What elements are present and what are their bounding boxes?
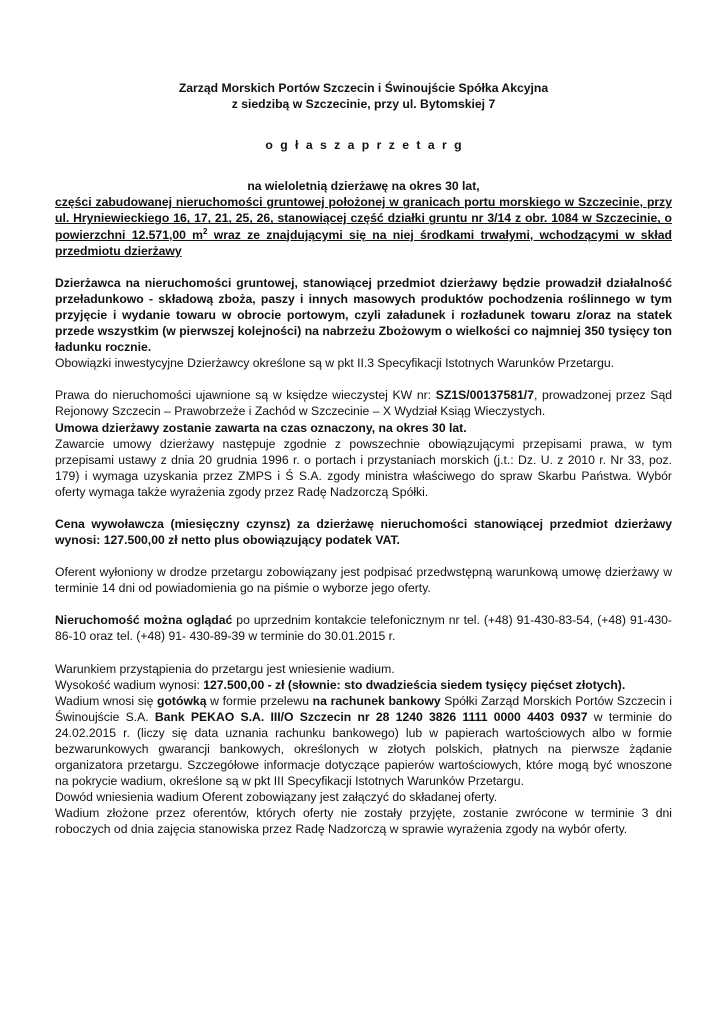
company-address: z siedzibą w Szczecinie, przy ul. Bytomskiej 7 bbox=[231, 97, 496, 112]
viewing-info bbox=[55, 612, 672, 644]
deposit-payment bbox=[55, 693, 672, 790]
deposit-pay-a: Wadium wnosi się bbox=[55, 693, 158, 708]
fixed-term-info: Umowa dzierżawy zostanie zawarta na czas oznaczony, na okres 30 lat. bbox=[55, 420, 467, 435]
land-register-text-a: Prawa do nieruchomości ujawnione są w księdze wieczystej KW nr: bbox=[55, 388, 436, 403]
area-unit-superscript: 2 bbox=[203, 226, 208, 236]
deposit-proof: Dowód wniesienia wadium Oferent zobowiązany jest załączyć do składanej oferty. bbox=[55, 790, 498, 805]
deposit-pay-account-label: na rachunek bankowy bbox=[312, 693, 441, 708]
land-register-text-b: , prowadzonej przez Sąd Rejonowy Szczecin – Prawobrzeże i Zachód w Szczecinie – X Wydział Ksiąg Wieczystych. bbox=[55, 388, 672, 419]
bank-account-number: Bank PEKAO S.A. III/O Szczecin nr 28 1240 3826 1111 0000 4403 0937 bbox=[154, 709, 588, 724]
announcement-heading: o g ł a s z a p r z e t a r g bbox=[265, 138, 462, 153]
property-description bbox=[55, 194, 672, 258]
bidder-obligation: Oferent wyłoniony w drodze przetargu zobowiązany jest podpisać przedwstępną warunkową umowę dzierżawy w terminie 14 dni od powiadomienia go na piśmie o wyborze jego oferty. bbox=[55, 565, 672, 596]
land-register-info bbox=[55, 387, 672, 419]
deposit-amount-value: 127.500,00 - zł (słownie: sto dwadzieścia siedem tysięcy pięćset złotych). bbox=[203, 677, 626, 692]
company-name: Zarząd Morskich Portów Szczecin i Świnoujście Spółka Akcyjna bbox=[178, 81, 549, 95]
deposit-amount bbox=[55, 677, 672, 693]
deposit-refund: Wadium złożone przez oferentów, których oferty nie zostały przyjęte, zostanie zwrócone w terminie 3 dni roboczych od dnia zajęcia stanowiska przez Radę Nadzorczą w sprawie wyrażenia zgody na wybór oferty. bbox=[55, 806, 672, 837]
deposit-condition: Warunkiem przystąpienia do przetargu jest wniesienie wadium. bbox=[55, 661, 395, 676]
deposit-pay-d: w terminie do 24.02.2015 r. (liczy się data uznania rachunku bankowego) lub w papierach wartościowych albo w formie bezwarunkowych gwarancji bankowych, określonych w złotych polskich, płatnych na pierwsze żądanie organizatora przetargu. Szczegółowe informacje dotyczące papierów wartościowych, które mogą być wnoszone na pokrycie wadium, określone są w pkt III Specyfikacji Istotnych Warunków Przetargu. bbox=[55, 709, 672, 789]
deposit-pay-b: w formie przelewu bbox=[206, 693, 313, 708]
investment-obligations: Obowiązki inwestycyjne Dzierżawcy określone są w pkt II.3 Specyfikacji Istotnych Warunków Przetargu. bbox=[55, 356, 615, 371]
viewing-text: po uprzednim kontakcie telefonicznym nr tel. (+48) 91-430-83-54, (+48) 91-430-86-10 oraz tel. (+48) 91- 430-89-39 w terminie do 30.01.2015 r. bbox=[55, 613, 672, 644]
lease-term: na wieloletnią dzierżawę na okres 30 lat, bbox=[247, 179, 480, 194]
property-description-b: wraz ze znajdującymi się na niej środkami trwałymi, wchodzącymi w skład przedmiotu dzierżawy bbox=[55, 227, 672, 258]
deposit-pay-cash: gotówką bbox=[157, 693, 207, 708]
activity-description: Dzierżawca na nieruchomości gruntowej, stanowiącej przedmiot dzierżawy będzie prowadził działalność przeładunkowo - składową zboża, paszy i innych masowych produktów pochodzenia roślinnego w tym przyjęcie i wydanie towaru w obrocie portowym, czyli załadunek i rozładunek towaru z/oraz na statek przede wszystkim (w pierwszej kolejności) na nabrzeżu Zbożowym o wielkości co najmniej 350 tysięcy ton ładunku rocznie. bbox=[55, 275, 672, 355]
property-description-a: części zabudowanej nieruchomości gruntowej położonej w granicach portu morskiego w Szczecinie, przy ul. Hryniewieckiego 16, 17, 21, 25, 26, stanowiącej część działki gruntu nr 3/14 z obr. 1084 w Szczecinie, o powierzchni 12.571,00 m bbox=[55, 195, 672, 242]
deposit-pay-c: Spółki Zarząd Morskich Portów Szczecin i Świnoujście S.A. bbox=[55, 693, 673, 724]
starting-price: Cena wywoławcza (miesięczny czynsz) za dzierżawę nieruchomości stanowiącej przedmiot dzierżawy wynosi: 127.500,00 zł netto plus obowiązujący podatek VAT. bbox=[55, 516, 672, 548]
deposit-amount-label: Wysokość wadium wynosi: bbox=[55, 677, 204, 692]
viewing-lead: Nieruchomość można oglądać bbox=[55, 613, 233, 628]
land-register-number: SZ1S/00137581/7 bbox=[435, 388, 534, 403]
contract-conclusion: Zawarcie umowy dzierżawy następuje zgodnie z powszechnie obowiązującymi przepisami prawa, w tym przepisami ustawy z dnia 20 grudnia 1996 r. o portach i przystaniach morskich (j.t.: Dz. U. z 2010 r. Nr 33, poz. 179) i wymaga uzyskania przez ZMPS i Ś S.A. zgody ministra właściwego do spraw Skarbu Państwa. Wybór oferty wymaga także wyrażenia zgody przez Radę Nadzorczą Spółki. bbox=[55, 436, 672, 499]
